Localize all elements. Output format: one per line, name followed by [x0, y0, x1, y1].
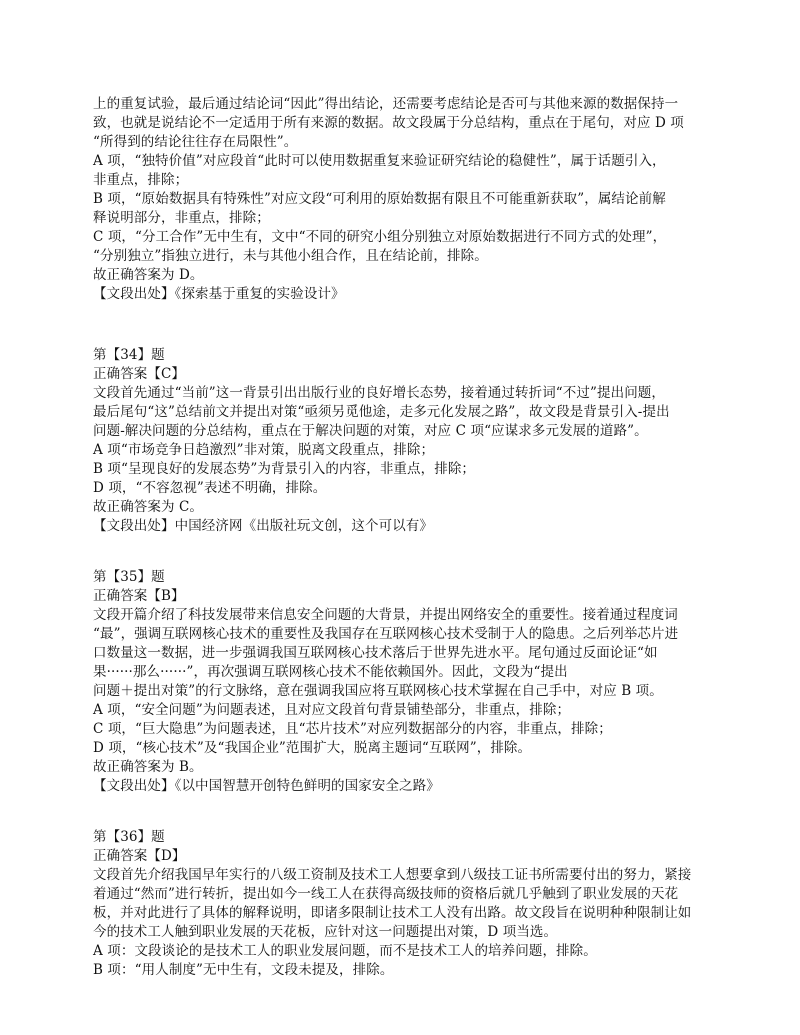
text-line: 今的技术工人触到职业发展的天花板，应针对这一问题提出对策，D 项当选。: [93, 924, 558, 940]
q35-section: [93, 568, 713, 796]
correct-answer: 正确答案【D】: [93, 848, 186, 864]
text-line: “所得到的结论往往存在局限性”。: [93, 134, 298, 150]
text-line: D 项，“不容忽视”表述不明确，排除。: [93, 480, 327, 496]
text-line: 上的重复试验，最后通过结论词“因此”得出结论，还需要考虑结论是否可与其他来源的数据保持一: [93, 96, 679, 112]
text-line: D 项，“核心技术”及“我国企业”范围扩大，脱离主题词“互联网”，排除。: [93, 740, 532, 756]
source-citation: 【文段出处】《探索基于重复的实验设计》: [93, 286, 345, 302]
question-number: 第【35】题: [93, 569, 165, 585]
text-line: B 项：“用人制度”无中生有，文段未提及，排除。: [93, 962, 394, 978]
correct-answer: 正确答案【C】: [93, 366, 186, 382]
q34-section: [93, 346, 713, 536]
text-line: 文段首先通过“当前”这一背景引出出版行业的良好增长态势，接着通过转折词“不过”提出问题，: [93, 385, 666, 401]
text-line: B 项“呈现良好的发展态势”为背景引入的内容，非重点，排除；: [93, 461, 476, 477]
text-line: 口数量这一数据，进一步强调我国互联网核心技术落后于世界先进水平。尾句通过反面论证“如: [93, 645, 658, 661]
answer-conclusion: 故正确答案为 C。: [93, 499, 204, 515]
question-number: 第【36】题: [93, 829, 165, 845]
text-line: 文段开篇介绍了科技发展带来信息安全问题的大背景，并提出网络安全的重要性。接着通过程度词: [93, 607, 678, 623]
text-line: A 项“市场竞争日趋激烈”非对策，脱离文段重点，排除；: [93, 442, 435, 458]
text-line: 致，也就是说结论不一定适用于所有来源的数据。故文段属于分总结构，重点在于尾句，对应 D 项: [93, 115, 684, 131]
source-citation: 【文段出处】《以中国智慧开创特色鲜明的国家安全之路》: [93, 778, 440, 794]
text-line: “最”，强调互联网核心技术的重要性及我国存在互联网核心技术受制于人的隐患。之后列举芯片进: [93, 626, 679, 642]
answer-explanations: [93, 95, 713, 980]
text-line: “分别独立”指独立进行，未与其他小组合作，且在结论前，排除。: [93, 248, 488, 264]
source-citation: 【文段出处】中国经济网《出版社玩文创，这个可以有》: [93, 518, 433, 534]
text-line: C 项，“分工合作”无中生有，文中“不同的研究小组分别独立对原始数据进行不同方式的处理”，: [93, 229, 667, 245]
text-line: 问题-解决问题的分总结构，重点在于解决问题的对策，对应 C 项“应谋求多元发展的道路”。: [93, 423, 648, 439]
q36-section: [93, 828, 713, 980]
correct-answer: 正确答案【B】: [93, 588, 185, 604]
text-line: 非重点，排除；: [93, 172, 189, 188]
text-line: 文段首先介绍我国早年实行的八级工资制及技术工人想要拿到八级技工证书所需要付出的努力，紧接: [93, 867, 692, 883]
text-line: 释说明部分，非重点，排除；: [93, 210, 270, 226]
question-number: 第【34】题: [93, 347, 165, 363]
text-line: A 项，“独特价值”对应段首“此时可以使用数据重复来验证研究结论的稳健性”，属于话题引入，: [93, 153, 666, 169]
text-line: A 项：文段谈论的是技术工人的职业发展问题，而不是技术工人的培养问题，排除。: [93, 943, 597, 959]
text-line: C 项，“巨大隐患”为问题表述，且“芯片技术”对应列数据部分的内容，非重点，排除；: [93, 721, 612, 737]
text-line: A 项，“安全问题”为问题表述，且对应文段首句背景铺垫部分，非重点，排除；: [93, 702, 571, 718]
text-line: 最后尾句“这”总结前文并提出对策“亟须另觅他途，走多元化发展之路”，故文段是背景引入-提出: [93, 404, 670, 420]
text-line: 问题＋提出对策”的行文脉络，意在强调我国应将互联网核心技术掌握在自己手中，对应 B 项。: [93, 683, 663, 699]
answer-conclusion: 故正确答案为 D。: [93, 267, 204, 283]
text-line: 果······那么······”，再次强调互联网核心技术不能依赖国外。因此，文段为“提出: [93, 664, 568, 680]
text-line: B 项，“原始数据具有特殊性”对应文段“可利用的原始数据有限且不可能重新获取”，属结论前解: [93, 191, 666, 207]
answer-conclusion: 故正确答案为 B。: [93, 759, 203, 775]
text-line: 板，并对此进行了具体的解释说明，即诸多限制让技术工人没有出路。故文段旨在说明种种限制让如: [93, 905, 692, 921]
q33-explanation-tail: [93, 95, 713, 304]
text-line: 着通过“然而”进行转折，提出如今一线工人在获得高级技师的资格后就几乎触到了职业发展的天花: [93, 886, 679, 902]
